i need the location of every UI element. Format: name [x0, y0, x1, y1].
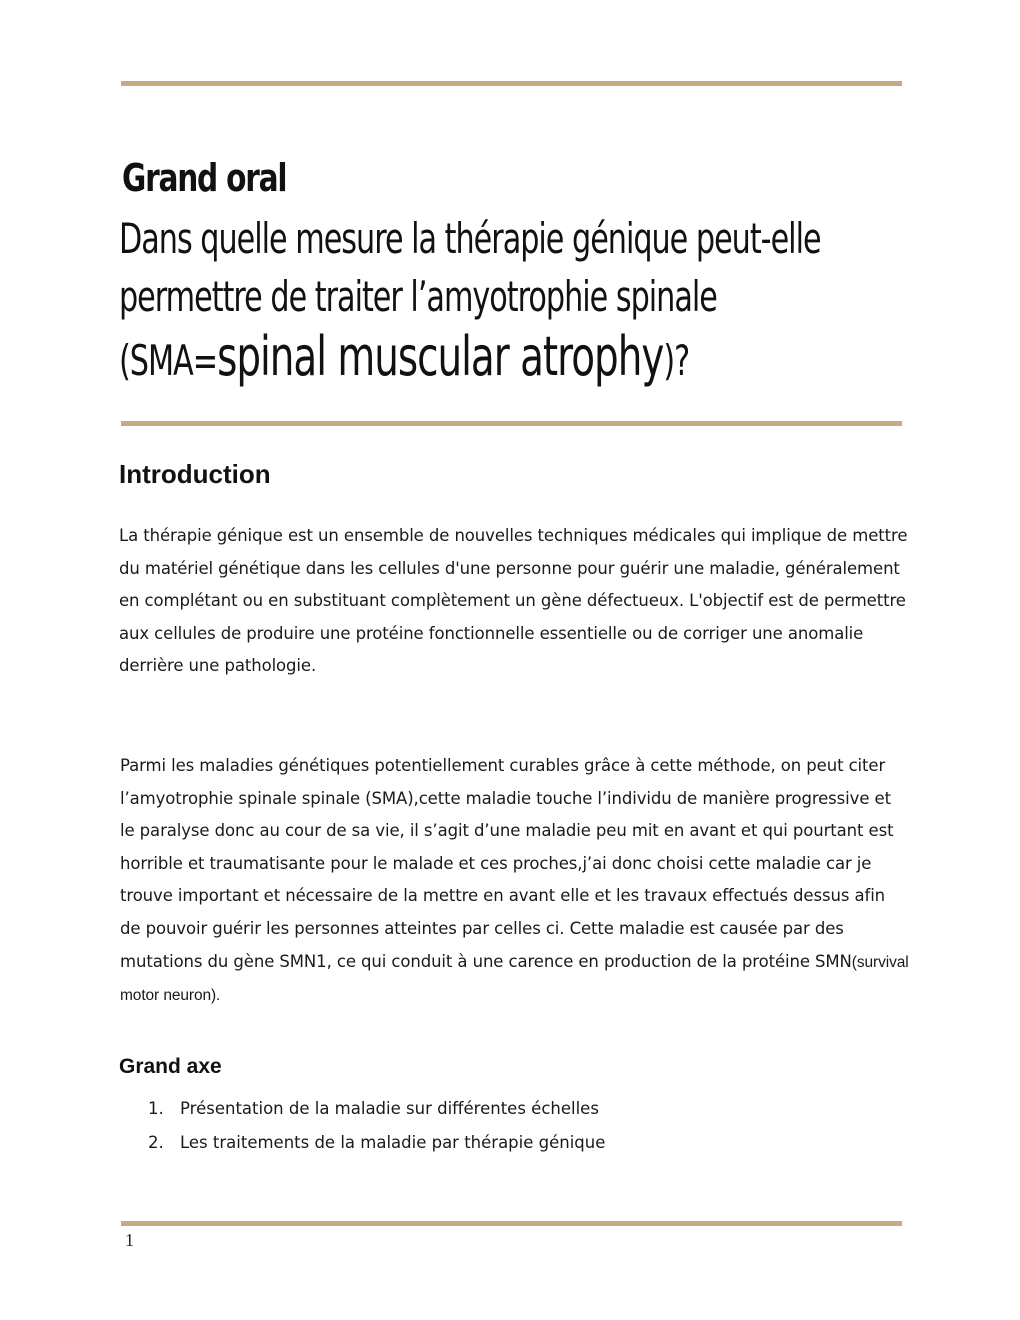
title-line-3-prefix: (SMA= — [119, 336, 218, 385]
list-item-number: 1. — [148, 1099, 164, 1118]
list-item-number: 2. — [148, 1133, 164, 1152]
top-rule — [121, 81, 902, 86]
paragraph-2-note: (survival motor neuron). — [120, 953, 909, 1005]
document-title — [119, 210, 911, 390]
grand-axe-list — [148, 1094, 605, 1162]
title-line-3 — [119, 325, 911, 390]
introduction-paragraph-1: La thérapie génique est un ensemble de nouvelles techniques médicales qui implique de mettre du matériel génétique dans les cellules d'une personne pour guérir une maladie, généralement en complétant ou en substituant complètement un gène défectueux. L'objectif est de permettre aux cellules de produire une protéine fonctionnelle essentielle ou de corriger une anomalie derrière une pathologie. — [119, 526, 908, 676]
title-line-1: Dans quelle mesure la thérapie génique peut-elle — [119, 214, 821, 263]
page-number: 1 — [125, 1230, 134, 1250]
title-line-2: permettre de traiter l’amyotrophie spinale — [119, 272, 717, 321]
introduction-paragraph-2 — [120, 750, 910, 1013]
list-item-label: Les traitements de la maladie par thérapie génique — [180, 1133, 606, 1152]
title-bottom-rule — [121, 421, 902, 426]
list-item-label: Présentation de la maladie sur différentes échelles — [180, 1099, 599, 1118]
title-line-3-suffix: )? — [663, 336, 690, 385]
footer-rule — [121, 1221, 902, 1226]
list-item — [148, 1094, 605, 1128]
grand-axe-heading: Grand axe — [119, 1055, 222, 1078]
title-line-3-emphasis: spinal muscular atrophy — [217, 325, 664, 388]
title-block — [119, 150, 909, 390]
introduction-heading: Introduction — [119, 459, 271, 489]
paragraph-2-text: Parmi les maladies génétiques potentiellement curables grâce à cette méthode, on peut citer l’amyotrophie spinale spinale (SMA),cette maladie touche l’individu de manière progressive et le paralyse donc au cour de sa vie, il s’agit d’une maladie peu mit en avant et qui pourtant est horrible et traumatisante pour le malade et ces proches,j’ai donc choisi cette maladie car je trouve important et nécessaire de la mettre en avant elle et les travaux effectués dessus afin de pouvoir guérir les personnes atteintes par celles ci. Cette maladie est causée par des mutations du gène SMN1, ce qui conduit à une carence en production de la protéine SMN — [120, 756, 894, 971]
document-kicker: Grand oral — [122, 156, 287, 200]
list-item — [148, 1128, 605, 1162]
